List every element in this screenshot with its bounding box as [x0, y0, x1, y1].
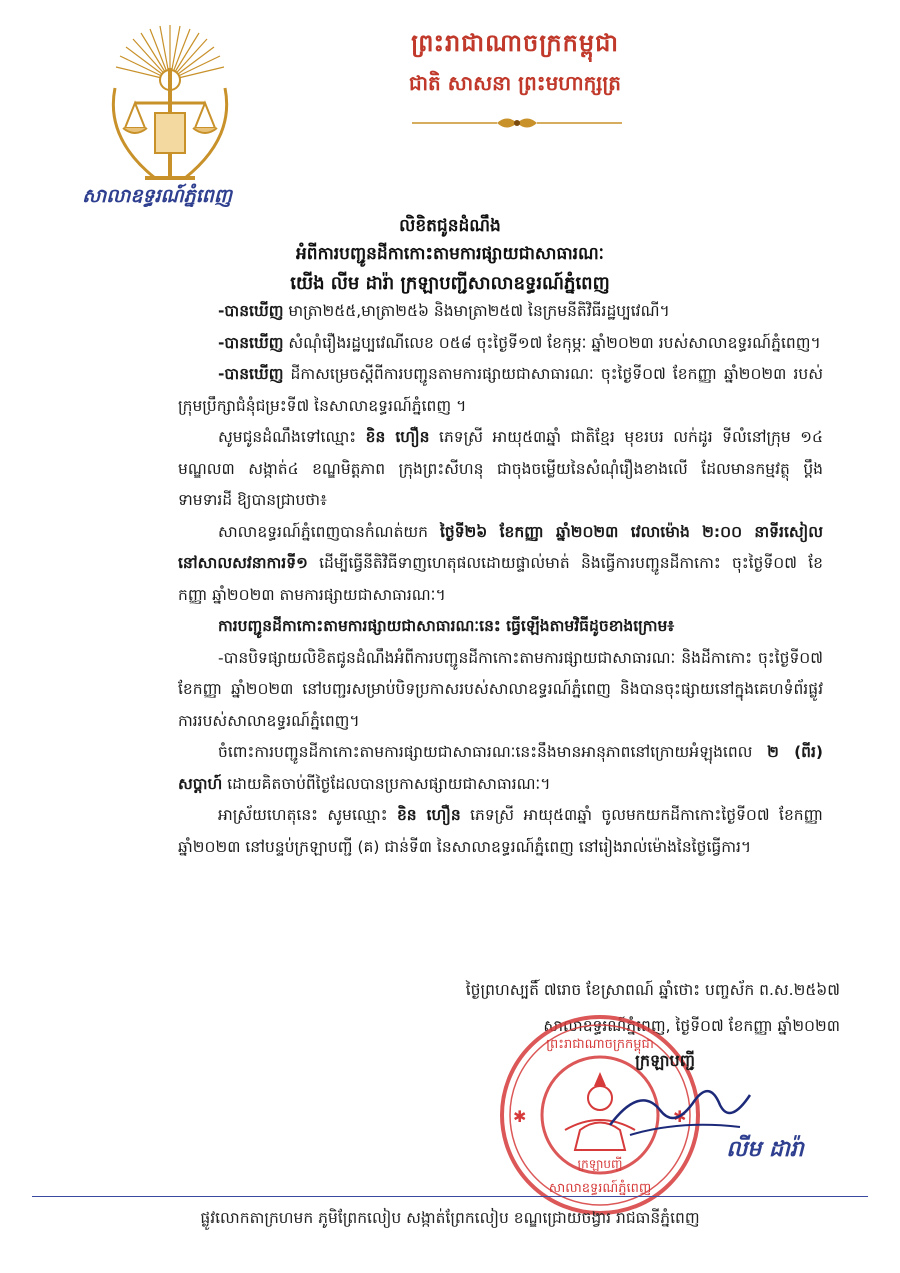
paragraph-text: ដោយគិតចាប់ពីថ្ងៃដែលបានប្រកាសផ្សាយជាសាធារណៈ។ [222, 774, 551, 793]
lead-seen: -បានឃើញ [218, 333, 284, 352]
footer-divider [32, 1196, 868, 1197]
svg-text:✱: ✱ [673, 1107, 687, 1126]
paragraph-7 [178, 643, 823, 738]
lead-seen: -បានឃើញ [218, 365, 284, 383]
court-name: សាលាឧទ្ធរណ៍ភ្នំពេញ [82, 185, 232, 207]
seal-center-label: ក្រឡាបញ្ជី [577, 1157, 623, 1171]
solar-date: សាលាឧទ្ធរណ៍ភ្នំពេញ, ថ្ងៃទី០៧ ខែកញ្ញា ឆ្នាំ២០២៣ [543, 1017, 840, 1035]
defendant-name: ខិន ហឿន [396, 806, 461, 824]
document-body [178, 296, 823, 863]
paragraph-text: -បានបិទផ្សាយលិខិតជូនដំណឹងអំពីការបញ្ជូនដីកាកោះតាមការផ្សាយជាសាធារណៈ និងដីកាកោះ ចុះថ្ងៃទី០៧ ខែកញ្ញា ឆ្នាំ២០២៣ នៅបញ្ជរសម្រាប់បិទប្រកាសរបស់សាលាឧទ្ធរណ៍ភ្នំពេញ និងបានចុះផ្សាយនៅក្នុងគេហទំព័រផ្លូវការរបស់សាលាឧទ្ធរណ៍ភ្នំពេញ។ [178, 648, 823, 730]
document-title: លិខិតជូនដំណឹង [399, 216, 501, 236]
paragraph-1 [178, 296, 823, 328]
paragraph-5 [178, 517, 823, 612]
hearing-datetime: ថ្ងៃទី២៦ ខែកញ្ញា ឆ្នាំ២០២៣ វេលាម៉ោង ២:០០ នាទីរសៀល នៅសាលសវនាការទី១ [178, 522, 823, 572]
seal-bottom-text: សាលាឧទ្ធរណ៍ភ្នំពេញ [548, 1181, 652, 1196]
paragraph-text: សាលាឧទ្ធរណ៍ភ្នំពេញបានកំណត់យក [218, 522, 440, 541]
lunar-date: ថ្ងៃព្រហស្បតិ៍ ៧រោច ខែស្រាពណ៍ ឆ្នាំថោះ បញ្ចស័ក ព.ស.២៥៦៧ [465, 981, 840, 999]
national-motto: ជាតិ សាសនា ព្រះមហាក្សត្រ [409, 71, 621, 95]
svg-text:✱: ✱ [513, 1107, 527, 1126]
paragraph-text: ដើម្បីធ្វើនីតិវិធីទាញហេតុផលដោយផ្ទាល់មាត់ និងធ្វើការបញ្ជូនដីកាកោះ ចុះថ្ងៃទី០៧ ខែកញ្ញា ឆ្នាំ២០២៣ តាមការផ្សាយជាសាធារណៈ។ [178, 554, 823, 604]
footer-address: ផ្លូវលោកតាក្រហមក ភូមិព្រែកលៀប សង្កាត់ព្រែកលៀប ខណ្ឌជ្រោយចង្វារ រាជធានីភ្នំពេញ [200, 1209, 700, 1227]
defendant-name: ខិន ហឿន [365, 428, 430, 446]
paragraph-9 [178, 800, 823, 863]
paragraph-text: ដីកាសម្រេចស្តីពីការបញ្ជូនតាមការផ្សាយជាសាធារណៈ ចុះថ្ងៃទី០៧ ខែកញ្ញា ឆ្នាំ២០២៣ របស់ក្រុមប្រឹក្សាជំនុំជម្រះទី៧ នៃសាលាឧទ្ធរណ៍ភ្នំពេញ ។ [178, 365, 823, 415]
signer-title: ក្រឡាបញ្ជី [635, 1051, 695, 1070]
document-issuer: យើង លីម ដារ៉ា ក្រឡាបញ្ជីសាលាឧទ្ធរណ៍ភ្នំពេញ [290, 273, 610, 294]
paragraph-2 [178, 328, 823, 360]
paragraph-text: មាត្រា២៥៥,មាត្រា២៥៦ និងមាត្រា២៥៧ នៃក្រមនីតិវិធីរដ្ឋប្បវេណី។ [283, 302, 670, 320]
signer-name: លីម ដារ៉ា [726, 1137, 804, 1162]
paragraph-8 [178, 737, 823, 800]
paragraph-3 [178, 359, 823, 422]
method-heading: ការបញ្ជូនដីកាកោះតាមការផ្សាយជាសាធារណៈនេះ ធ្វើឡើងតាមវិធីដូចខាងក្រោម៖ [218, 617, 675, 635]
document-subtitle: អំពីការបញ្ជូនដីកាកោះតាមការផ្សាយជាសាធារណៈ [295, 244, 604, 264]
paragraph-text: ភេទស្រី អាយុ៥៣ឆ្នាំ ចូលមកយកដីកាកោះថ្ងៃទី០៧ ខែកញ្ញា ឆ្នាំ២០២៣ នៅបន្ទប់ក្រឡាបញ្ជី (គ) ជាន់ទី៣ នៃសាលាឧទ្ធរណ៍ភ្នំពេញ នៅរៀងរាល់ម៉ោងនៃថ្ងៃធ្វើការ។ [178, 806, 823, 856]
document-title-block [150, 212, 750, 300]
paragraph-4 [178, 422, 823, 517]
court-emblem-icon [95, 18, 245, 188]
effective-period: ២ (ពីរ) សប្តាហ៍ [178, 743, 823, 793]
kingdom-title: ព្រះរាជាណាចក្រកម្ពុជា [411, 29, 619, 57]
paragraph-text: សំណុំរឿងរដ្ឋប្បវេណីលេខ ០៥៨ ចុះថ្ងៃទី១៧ ខែកុម្ភៈ ឆ្នាំ២០២៣ របស់សាលាឧទ្ធរណ៍ភ្នំពេញ។ [283, 333, 821, 352]
paragraph-text: អាស្រ័យហេតុនេះ សូមឈ្មោះ [218, 806, 397, 824]
paragraph-text: សូមជូនដំណឹងទៅឈ្មោះ [218, 428, 366, 446]
ornament-divider-icon [412, 112, 622, 134]
seal-top-text: ព្រះរាជាណាចក្រកម្ពុជា [546, 1037, 654, 1052]
paragraph-text: ភេទស្រី អាយុ៥៣ឆ្នាំ ជាតិខ្មែរ មុខរបរ លក់ដូរ ទីលំនៅក្រុម ១៤ មណ្ឌល៣ សង្កាត់៤ ខណ្ឌមិត្តភាព ក្រុងព្រះសីហនុ ជាចុងចម្លើយនៃសំណុំរឿងខាងលើ ដែលមានកម្មវត្ថុ ប្តឹងទាមទារដី ឱ្យបានជ្រាបថា៖ [178, 428, 823, 509]
paragraph-text: ចំពោះការបញ្ជូនដីកាកោះតាមការផ្សាយជាសាធារណៈនេះនឹងមានអានុភាពនៅក្រោយអំឡុងពេល [218, 743, 768, 761]
lead-seen: -បានឃើញ [218, 302, 284, 320]
paragraph-6 [178, 611, 823, 643]
